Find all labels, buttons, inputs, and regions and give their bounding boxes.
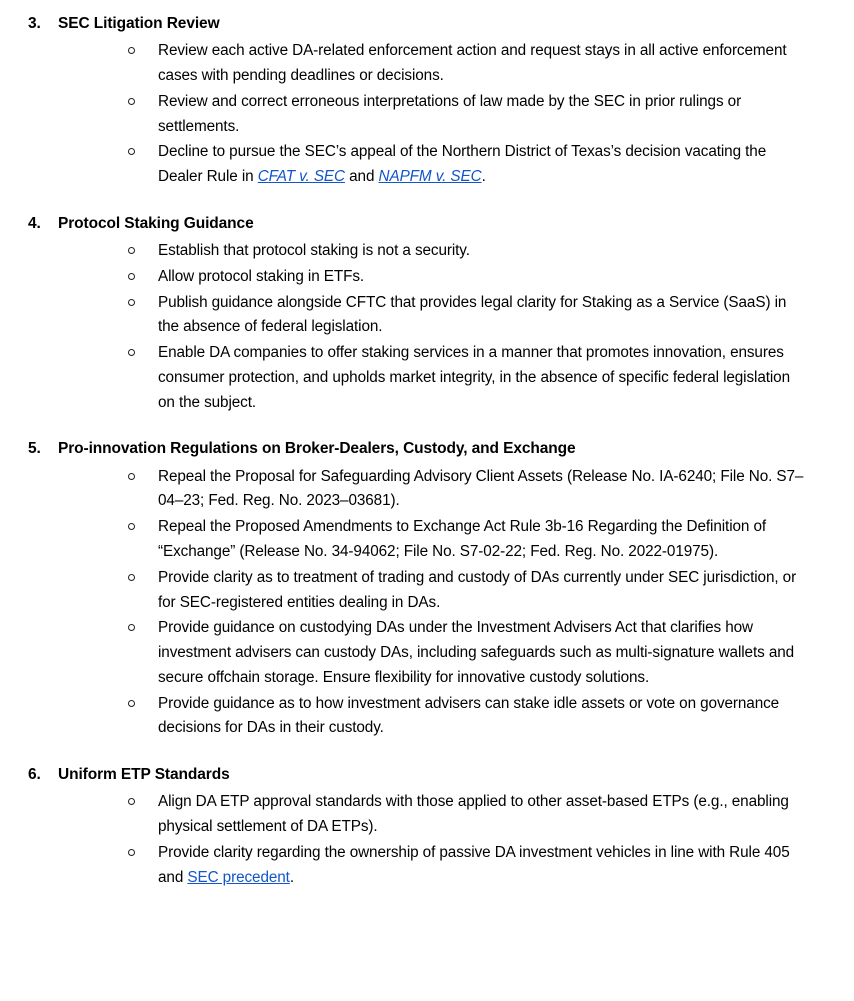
- list-item-text: Enable DA companies to offer staking services in a manner that promotes innovation, ensures consumer protection, and upholds market integrity, in the absence of specific federal legislation on the subject.: [158, 344, 790, 411]
- document-section: [28, 437, 808, 741]
- bullet-circle-icon: [128, 574, 135, 581]
- list-item-text: Provide guidance as to how investment advisers can stake idle assets or vote on governance decisions for DAs in their custody.: [158, 694, 780, 737]
- bullet-list: [28, 239, 808, 415]
- bullet-circle-icon: [128, 273, 135, 280]
- list-item: [28, 341, 808, 415]
- inline-link[interactable]: NAPFM v. SEC: [378, 168, 482, 186]
- bullet-circle-icon: [128, 148, 135, 155]
- list-item-text: .: [481, 168, 486, 186]
- inline-link[interactable]: CFAT v. SEC: [257, 168, 345, 186]
- list-item: [28, 90, 808, 140]
- section-title: Pro-innovation Regulations on Broker-Dealers, Custody, and Exchange: [58, 440, 576, 458]
- bullet-list: [28, 39, 808, 190]
- section-title: Protocol Staking Guidance: [58, 214, 254, 232]
- document-section: [28, 763, 808, 890]
- section-number: 4.: [28, 214, 41, 232]
- list-item: [28, 291, 808, 341]
- section-heading: [28, 763, 808, 786]
- list-item: [28, 515, 808, 565]
- sections-container: [28, 12, 808, 890]
- bullet-circle-icon: [128, 299, 135, 306]
- bullet-circle-icon: [128, 98, 135, 105]
- section-heading: [28, 437, 808, 460]
- section-heading: [28, 12, 808, 35]
- document-section: [28, 12, 808, 190]
- bullet-circle-icon: [128, 473, 135, 480]
- section-number: 6.: [28, 766, 41, 784]
- list-item: [28, 465, 808, 515]
- bullet-list: [28, 465, 808, 741]
- bullet-list: [28, 790, 808, 890]
- list-item-text: and: [344, 168, 379, 186]
- list-item-text: Provide guidance on custodying DAs under the Investment Advisers Act that clarifies how investment advisers can custody DAs, including safeguards such as multi-signature wallets and secure offchain storage. Ensure flexibility for innovative custody solutions.: [158, 619, 795, 686]
- list-item-text: Establish that protocol staking is not a security.: [158, 242, 470, 260]
- list-item: [28, 616, 808, 690]
- list-item: [28, 790, 808, 840]
- list-item-text: .: [289, 868, 294, 886]
- document-section: [28, 212, 808, 416]
- list-item-text: Align DA ETP approval standards with those applied to other asset-based ETPs (e.g., enabling physical settlement of DA ETPs).: [158, 793, 789, 836]
- inline-link[interactable]: SEC precedent: [187, 868, 290, 886]
- bullet-circle-icon: [128, 523, 135, 530]
- bullet-circle-icon: [128, 247, 135, 254]
- bullet-circle-icon: [128, 349, 135, 356]
- bullet-circle-icon: [128, 47, 135, 54]
- list-item-text: Publish guidance alongside CFTC that provides legal clarity for Staking as a Service (SaaS) in the absence of federal legislation.: [158, 293, 787, 336]
- bullet-circle-icon: [128, 849, 135, 856]
- bullet-circle-icon: [128, 798, 135, 805]
- list-item: [28, 39, 808, 89]
- list-item: [28, 566, 808, 616]
- list-item: [28, 265, 808, 290]
- section-number: 5.: [28, 440, 41, 458]
- list-item-text: Provide clarity regarding the ownership of passive DA investment vehicles in line with Rule 405 and: [158, 843, 790, 886]
- list-item-text: Provide clarity as to treatment of trading and custody of DAs currently under SEC jurisdiction, or for SEC-registered entities dealing in DAs.: [158, 568, 797, 611]
- list-item: [28, 239, 808, 264]
- list-item-text: Decline to pursue the SEC’s appeal of the Northern District of Texas’s decision vacating the Dealer Rule in: [158, 143, 767, 186]
- list-item: [28, 841, 808, 891]
- list-item-text: Review each active DA-related enforcement action and request stays in all active enforcement cases with pending deadlines or decisions.: [158, 42, 787, 85]
- section-title: SEC Litigation Review: [58, 15, 220, 32]
- list-item-text: Allow protocol staking in ETFs.: [158, 267, 365, 285]
- list-item-text: Repeal the Proposal for Safeguarding Advisory Client Assets (Release No. IA-6240; File No. S7–04–23; Fed. Reg. No. 2023–03681).: [158, 467, 804, 510]
- list-item-text: Review and correct erroneous interpretations of law made by the SEC in prior rulings or settlements.: [158, 92, 742, 135]
- list-item: [28, 140, 808, 190]
- bullet-circle-icon: [128, 700, 135, 707]
- list-item-text: Repeal the Proposed Amendments to Exchange Act Rule 3b-16 Regarding the Definition of “Exchange” (Release No. 34-94062; File No. S7-02-22; Fed. Reg. No. 2022-01975).: [158, 518, 767, 560]
- section-heading: [28, 212, 808, 235]
- section-title: Uniform ETP Standards: [58, 766, 230, 784]
- list-item: [28, 692, 808, 742]
- bullet-circle-icon: [128, 624, 135, 631]
- section-number: 3.: [28, 15, 41, 32]
